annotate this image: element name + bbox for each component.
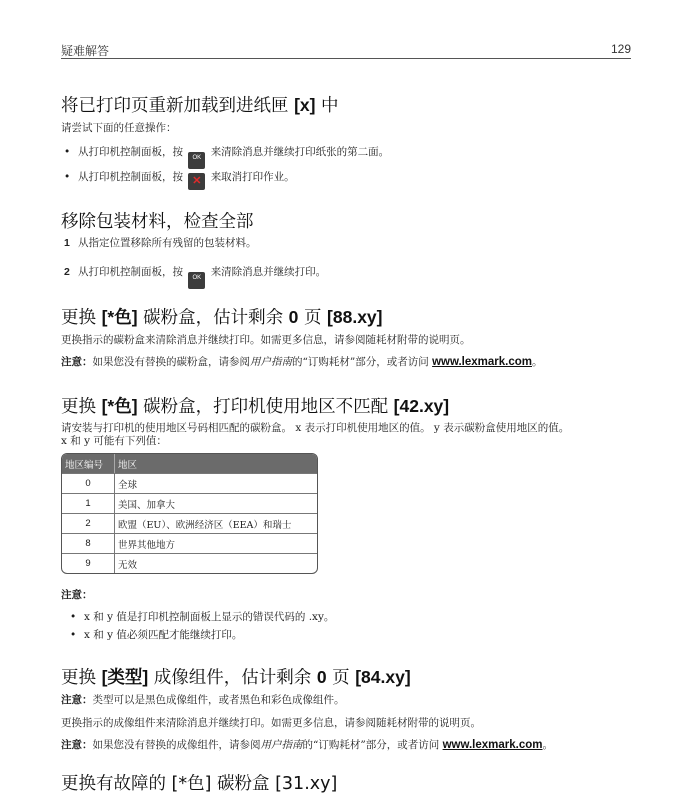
region-name: 世界其他地方 — [115, 533, 317, 553]
note-paragraph: 注意：如果您没有替换的碳粉盒，请参阅用户指南的“订购耗材”部分，或者访问 www.lexmark.com。 — [61, 356, 543, 368]
section-title-replace-toner-88: 更换 [*色] 碳粉盒，估计剩余 0 页 [88.xy] — [61, 307, 383, 328]
list-item: • 从打印机控制面板，按 OK 来清除消息并继续打印纸张的第二面。 — [64, 145, 389, 169]
step-item: 2 从打印机控制面板，按 OK 来清除消息并继续打印。 — [64, 265, 326, 289]
table-row — [62, 493, 317, 513]
ok-button-icon: OK — [188, 272, 205, 289]
section-title-defective-toner: 更换有故障的 [*色] 碳粉盒 [31.xy] — [61, 774, 338, 794]
table-row — [62, 513, 317, 533]
step-item: 1 从指定位置移除所有残留的包装材料。 — [64, 237, 257, 249]
table-row — [62, 473, 317, 493]
list-item: • x 和 y 值必须匹配才能继续打印。 — [70, 629, 243, 641]
section-body: 更换指示的成像组件来清除消息并继续打印。如需更多信息，请参阅随耗材附带的说明页。 — [61, 717, 481, 729]
note-paragraph: 注意：如果您没有替换的成像组件，请参阅用户指南的“订购耗材”部分，或者访问 www.lexmark.com。 — [61, 739, 554, 751]
section-body: 更换指示的碳粉盒来清除消息并继续打印。如需更多信息，请参阅随耗材附带的说明页。 — [61, 334, 471, 346]
region-code: 1 — [62, 493, 115, 513]
list-item: • x 和 y 值是打印机控制面板上显示的错误代码的 .xy。 — [70, 611, 335, 623]
cancel-button-icon: ✕ — [188, 173, 205, 190]
region-name: 全球 — [115, 473, 317, 493]
list-item: • 从打印机控制面板，按 ✕ 来取消打印作业。 — [64, 170, 295, 190]
table-header: 地区编号 — [62, 454, 115, 473]
region-code: 0 — [62, 473, 115, 493]
region-code: 8 — [62, 533, 115, 553]
section-title-imaging-kit-84: 更换 [类型] 成像组件，估计剩余 0 页 [84.xy] — [61, 667, 411, 688]
region-code: 2 — [62, 513, 115, 533]
table-header: 地区 — [115, 454, 317, 473]
region-name: 美国、加拿大 — [115, 493, 317, 513]
region-name: 无效 — [115, 553, 317, 573]
note-label: 注意： — [61, 589, 93, 601]
section-title-region-mismatch: 更换 [*色] 碳粉盒，打印机使用地区不匹配 [42.xy] — [61, 396, 450, 417]
region-code: 9 — [62, 553, 115, 573]
table-row — [62, 533, 317, 553]
section-body: 请安装与打印机的使用地区号码相匹配的碳粉盒。 x 表示打印机使用地区的值。 y 表示碳粉盒使用地区的值。 — [61, 422, 570, 434]
section-body: x 和 y 可能有下列值： — [61, 435, 167, 447]
section-intro: 请尝试下面的任意操作： — [61, 122, 177, 134]
header-divider — [61, 58, 631, 59]
lexmark-link[interactable]: www.lexmark.com — [442, 739, 543, 751]
ok-button-icon: OK — [188, 152, 205, 169]
running-header-section: 疑难解答 — [61, 44, 110, 58]
region-table — [61, 453, 318, 574]
note-paragraph: 注意：类型可以是黑色成像组件，或者黑色和彩色成像组件。 — [61, 694, 345, 706]
table-row — [62, 553, 317, 573]
lexmark-link[interactable]: www.lexmark.com — [432, 356, 533, 368]
page-number: 129 — [610, 42, 631, 56]
section-title-reload-printed-pages: 将已打印页重新加载到进纸匣 [x] 中 — [61, 95, 339, 116]
section-title-remove-packaging: 移除包装材料，检查全部 — [61, 212, 254, 232]
region-name: 欧盟（EU）、欧洲经济区（EEA）和瑞士 — [115, 513, 317, 533]
